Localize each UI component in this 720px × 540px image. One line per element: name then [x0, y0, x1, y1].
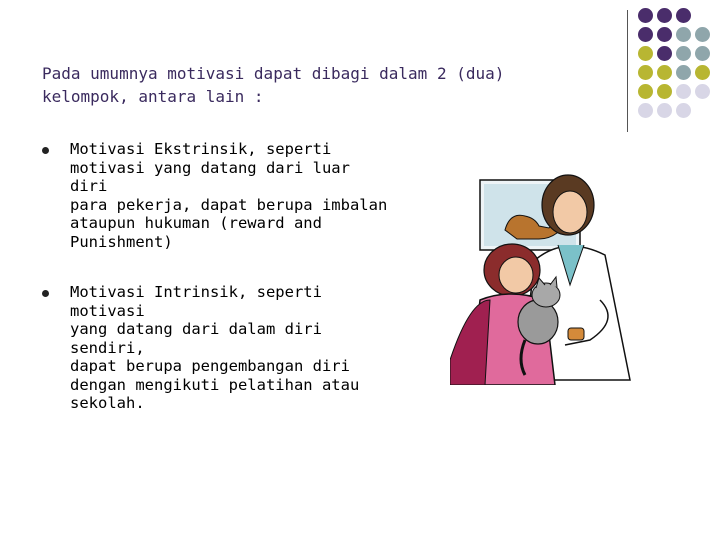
decorative-dot: [695, 46, 710, 61]
decorative-dot: [657, 103, 672, 118]
decorative-dot: [676, 27, 691, 42]
list-item: [42, 283, 392, 413]
decorative-divider: [627, 10, 628, 132]
veterinarian-illustration: [450, 150, 650, 385]
vet-face: [553, 191, 587, 233]
bullet-text: Motivasi Ekstrinsik, seperti motivasi yang datang dari luar diri para pekerja, dapat berupa imbalan ataupun hukuman (reward and Punishment): [70, 140, 388, 251]
bullet-list: [42, 140, 392, 435]
bullet-icon: [42, 147, 49, 154]
decorative-dot: [695, 27, 710, 42]
decorative-dot: [657, 27, 672, 42]
decorative-dot: [638, 103, 653, 118]
decorative-dot: [657, 84, 672, 99]
decorative-dot: [676, 103, 691, 118]
decorative-dot: [695, 84, 710, 99]
pill-bottle-icon: [568, 328, 584, 340]
decorative-dot: [676, 65, 691, 80]
decorative-dot: [638, 27, 653, 42]
decorative-dot-grid: [638, 8, 720, 120]
decorative-dot: [638, 46, 653, 61]
decorative-dot: [676, 46, 691, 61]
decorative-dot: [676, 8, 691, 23]
slide-title: Pada umumnya motivasi dapat dibagi dalam 2 (dua) kelompok, antara lain :: [42, 64, 505, 106]
decorative-dot: [676, 84, 691, 99]
decorative-dot: [638, 65, 653, 80]
decorative-dot: [638, 84, 653, 99]
bullet-text: Motivasi Intrinsik, seperti motivasi yang datang dari dalam diri sendiri, dapat berupa pengembangan diri dengan mengikuti pelatihan atau sekolah.: [70, 283, 360, 412]
girl-face: [499, 257, 533, 293]
bullet-icon: [42, 290, 49, 297]
cat-icon: [518, 300, 558, 344]
list-item: [42, 140, 392, 251]
girl-hair-back: [450, 300, 490, 385]
decorative-dot: [657, 8, 672, 23]
decorative-dot: [657, 65, 672, 80]
decorative-dot: [695, 65, 710, 80]
decorative-dot: [657, 46, 672, 61]
decorative-dot: [638, 8, 653, 23]
